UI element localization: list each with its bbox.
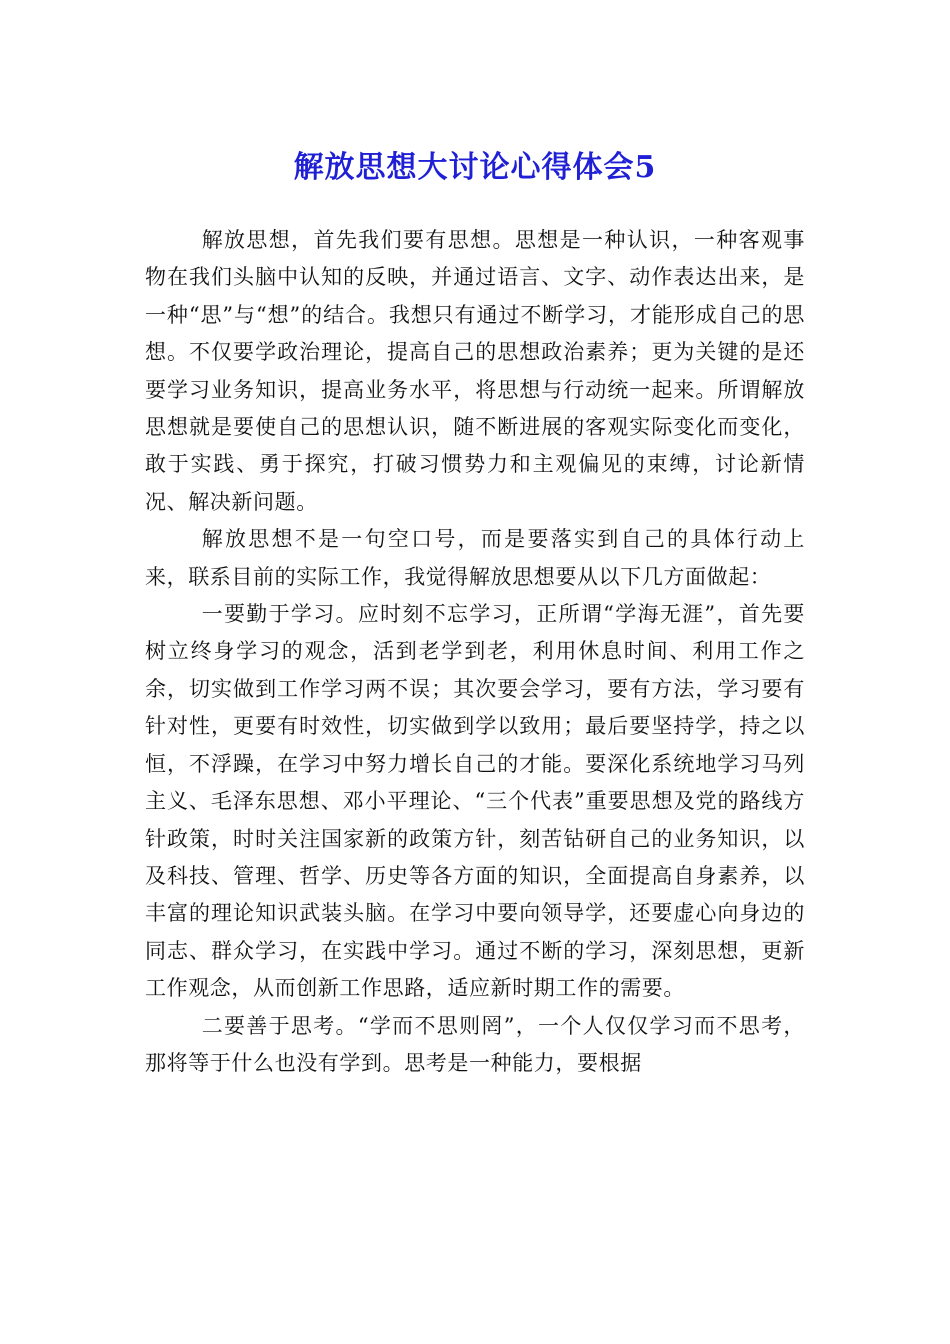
document-body [145,222,805,1082]
document-title: 解放思想大讨论心得体会5 [293,150,657,186]
body-paragraph: 解放思想，首先我们要有思想。思想是一种认识，一种客观事物在我们头脑中认知的反映，并通过语言、文字、动作表达出来，是一种“思”与“想”的结合。我想只有通过不断学习，才能形成自己的思想。不仅要学政治理论，提高自己的思想政治素养；更为关键的是还要学习业务知识，提高业务水平，将思想与行动统一起来。所谓解放思想就是要使自己的思想认识，随不断进展的客观实际变化而变化，敢于实践、勇于探究，打破习惯势力和主观偏见的束缚，讨论新情况、解决新问题。 [145,228,805,514]
body-paragraph: 二要善于思考。“学而不思则罔”，一个人仅仅学习而不思考，那将等于什么也没有学到。思考是一种能力，要根据 [145,1013,805,1075]
body-paragraph: 解放思想不是一句空口号，而是要落实到自己的具体行动上来，联系目前的实际工作，我觉得解放思想要从以下几方面做起： [145,527,805,589]
body-paragraph: 一要勤于学习。应时刻不忘学习，正所谓“学海无涯”，首先要树立终身学习的观念，活到老学到老，利用休息时间、利用工作之余，切实做到工作学习两不误；其次要会学习，要有方法，学习要有针对性，更要有时效性，切实做到学以致用；最后要坚持学，持之以恒，不浮躁，在学习中努力增长自己的才能。要深化系统地学习马列主义、毛泽东思想、邓小平理论、“三个代表”重要思想及党的路线方针政策，时时关注国家新的政策方针，刻苦钻研自己的业务知识，以及科技、管理、哲学、历史等各方面的知识，全面提高自身素养，以丰富的理论知识武装头脑。在学习中要向领导学，还要虚心向身边的同志、群众学习，在实践中学习。通过不断的学习，深刻思想，更新工作观念，从而创新工作思路，适应新时期工作的需要。 [145,602,805,1001]
